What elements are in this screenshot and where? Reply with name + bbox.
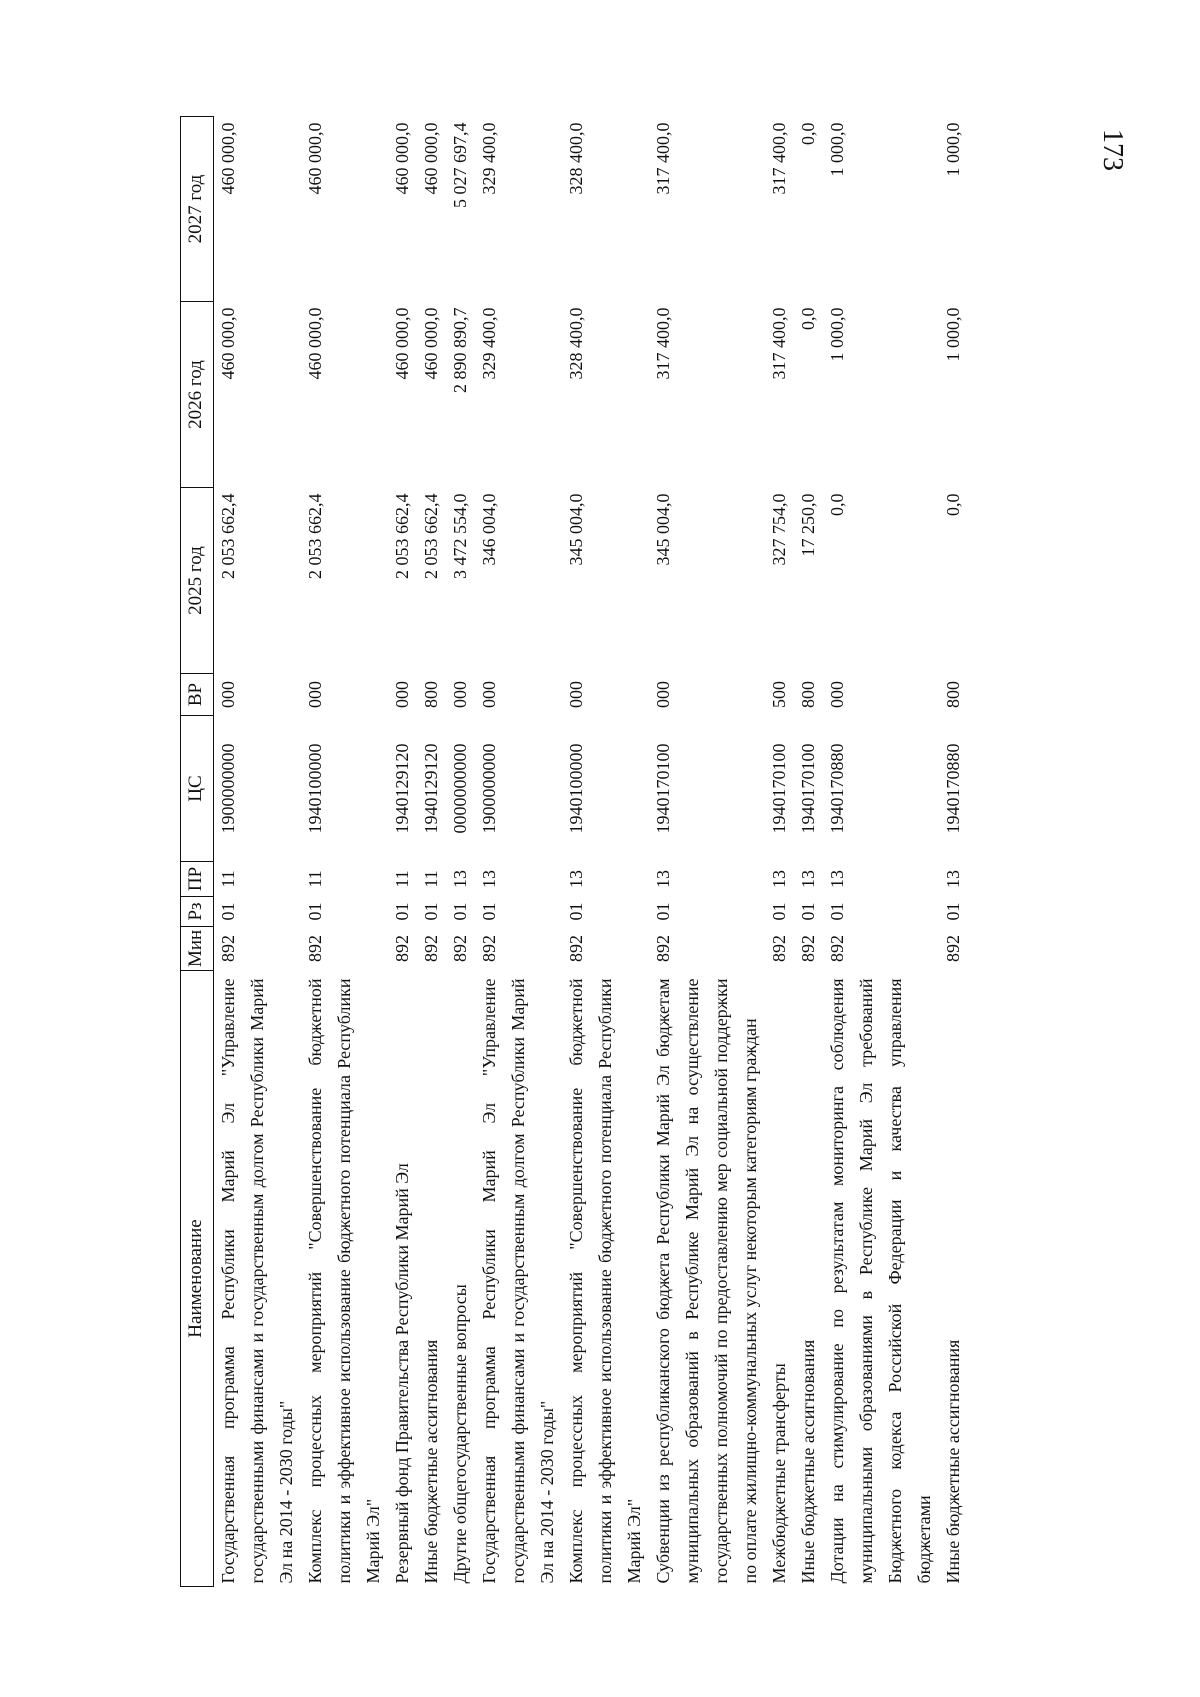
row-rz: 01 [305, 902, 325, 921]
row-vr: 000 [566, 681, 586, 708]
col-header-2027: 2027 год [181, 117, 214, 302]
budget-table-container [180, 117, 963, 1587]
row-pr: 11 [392, 870, 412, 888]
row-pr: 13 [943, 870, 963, 888]
row-value-2027: 460 000,0 [392, 122, 412, 195]
row-pr: 13 [827, 870, 847, 888]
table-row [417, 117, 446, 1587]
row-value-2027: 460 000,0 [305, 122, 325, 195]
row-value-2026: 317 400,0 [769, 307, 789, 380]
row-rz: 01 [479, 902, 499, 921]
table-row [214, 117, 302, 1587]
row-pr: 13 [450, 870, 470, 888]
table-row [301, 117, 388, 1587]
row-value-2027: 329 400,0 [479, 122, 499, 195]
row-cs: 1940129120 [392, 743, 412, 834]
row-min: 892 [450, 935, 470, 962]
col-header-name: Наименование [181, 971, 214, 1587]
row-value-2026: 2 890 890,7 [450, 307, 470, 393]
row-cs: 1940129120 [421, 743, 441, 834]
row-name: Иные бюджетные ассигнования [798, 1339, 818, 1584]
row-name: Комплекс процессных мероприятий "Совершенствование бюджетной политики и эффективное использование бюджетного потенциала Республики Марий Эл" [566, 978, 644, 1584]
table-row [794, 117, 823, 1587]
row-pr: 13 [653, 870, 673, 888]
table-row [475, 117, 562, 1587]
row-min: 892 [653, 935, 673, 962]
row-value-2027: 328 400,0 [566, 122, 586, 195]
row-name: Дотации на стимулирование по результатам мониторинга соблюдения муниципальными образованиями в Республике Марий Эл требований Бюджетного кодекса Российской Федерации и качества управления бюджетами [827, 978, 934, 1584]
col-header-2026: 2026 год [181, 302, 214, 488]
row-name: Межбюджетные трансферты [769, 1363, 789, 1584]
row-min: 892 [798, 935, 818, 962]
row-value-2027: 460 000,0 [421, 122, 441, 195]
row-vr: 000 [479, 681, 499, 708]
col-header-vr: ВР [181, 674, 214, 716]
row-value-2027: 5 027 697,4 [450, 122, 470, 208]
row-name: Иные бюджетные ассигнования [943, 1339, 963, 1584]
row-cs: 0000000000 [450, 743, 470, 834]
row-min: 892 [305, 935, 325, 962]
row-value-2025: 346 004,0 [479, 493, 499, 566]
row-rz: 01 [798, 902, 818, 921]
row-cs: 1940170100 [653, 743, 673, 834]
row-vr: 000 [827, 681, 847, 708]
row-min: 892 [769, 935, 789, 962]
row-rz: 01 [392, 902, 412, 921]
row-name: Субвенции из республиканского бюджета Республики Марий Эл бюджетам муниципальных образований в Республике Марий Эл на осуществление государственных полномочий по предоставлению мер социальной поддержки по оплате жилищно-коммунальных услуг некоторым категориям граждан [653, 978, 760, 1584]
table-row [765, 117, 794, 1587]
table-row [649, 117, 765, 1587]
col-header-2025: 2025 год [181, 488, 214, 674]
row-value-2026: 460 000,0 [305, 307, 325, 380]
table-row [388, 117, 417, 1587]
row-pr: 13 [769, 870, 789, 888]
row-value-2027: 317 400,0 [653, 122, 673, 195]
row-value-2026: 1 000,0 [943, 307, 963, 362]
row-value-2026: 460 000,0 [218, 307, 238, 380]
row-value-2025: 327 754,0 [769, 493, 789, 566]
row-value-2025: 345 004,0 [653, 493, 673, 566]
row-name: Государственная программа Республики Марий Эл "Управление государственными финансами и государственным долгом Республики Марий Эл на 2014 - 2030 годы" [218, 978, 296, 1584]
row-min: 892 [218, 935, 238, 962]
row-min: 892 [827, 935, 847, 962]
row-value-2026: 328 400,0 [566, 307, 586, 380]
row-value-2025: 0,0 [943, 493, 963, 516]
row-vr: 500 [769, 681, 789, 708]
table-row [939, 117, 972, 1587]
row-vr: 000 [450, 681, 470, 708]
row-vr: 800 [943, 681, 963, 708]
row-pr: 13 [566, 870, 586, 888]
row-value-2027: 1 000,0 [943, 122, 963, 177]
row-value-2027: 0,0 [798, 122, 818, 145]
row-cs: 1940170100 [769, 743, 789, 834]
table-row [562, 117, 649, 1587]
row-rz: 01 [653, 902, 673, 921]
col-header-min: Мин [181, 927, 214, 971]
row-value-2026: 0,0 [798, 307, 818, 330]
row-pr: 11 [218, 870, 238, 888]
row-value-2025: 17 250,0 [798, 493, 818, 557]
table-row [446, 117, 475, 1587]
row-cs: 1940170880 [943, 743, 963, 834]
row-rz: 01 [566, 902, 586, 921]
row-vr: 000 [392, 681, 412, 708]
row-value-2025: 2 053 662,4 [392, 493, 412, 579]
row-name: Иные бюджетные ассигнования [421, 1339, 441, 1584]
row-value-2026: 317 400,0 [653, 307, 673, 380]
row-value-2025: 3 472 554,0 [450, 493, 470, 579]
row-min: 892 [479, 935, 499, 962]
row-cs: 1940100000 [566, 743, 586, 834]
row-rz: 01 [769, 902, 789, 921]
col-header-rz: Рз [181, 897, 214, 927]
row-vr: 800 [798, 681, 818, 708]
page-number: 173 [1097, 129, 1128, 171]
row-cs: 1940100000 [305, 743, 325, 834]
row-rz: 01 [421, 902, 441, 921]
col-header-pr: ПР [181, 862, 214, 897]
row-name: Государственная программа Республики Марий Эл "Управление государственными финансами и государственным долгом Республики Марий Эл на 2014 - 2030 годы" [479, 978, 557, 1584]
row-cs: 1900000000 [479, 743, 499, 834]
row-value-2027: 317 400,0 [769, 122, 789, 195]
row-cs: 1900000000 [218, 743, 238, 834]
row-min: 892 [421, 935, 441, 962]
row-value-2025: 0,0 [827, 493, 847, 516]
row-value-2025: 2 053 662,4 [305, 493, 325, 579]
col-header-cs: ЦС [181, 716, 214, 862]
row-min: 892 [566, 935, 586, 962]
row-name: Комплекс процессных мероприятий "Совершенствование бюджетной политики и эффективное использование бюджетного потенциала Республики Марий Эл" [305, 978, 383, 1584]
budget-table [180, 116, 972, 1587]
row-rz: 01 [218, 902, 238, 921]
row-rz: 01 [943, 902, 963, 921]
row-pr: 11 [421, 870, 441, 888]
row-value-2026: 329 400,0 [479, 307, 499, 380]
row-pr: 13 [798, 870, 818, 888]
row-vr: 000 [305, 681, 325, 708]
row-value-2027: 460 000,0 [218, 122, 238, 195]
row-min: 892 [943, 935, 963, 962]
table-row [823, 117, 939, 1587]
table-body [214, 117, 973, 1587]
row-value-2025: 2 053 662,4 [218, 493, 238, 579]
row-value-2026: 1 000,0 [827, 307, 847, 362]
row-name: Резервный фонд Правительства Республики Марий Эл [392, 1163, 412, 1584]
row-vr: 000 [653, 681, 673, 708]
table-header-row [181, 117, 214, 1587]
row-rz: 01 [450, 902, 470, 921]
row-pr: 11 [305, 870, 325, 888]
row-value-2026: 460 000,0 [392, 307, 412, 380]
row-pr: 13 [479, 870, 499, 888]
row-value-2026: 460 000,0 [421, 307, 441, 380]
row-min: 892 [392, 935, 412, 962]
row-vr: 800 [421, 681, 441, 708]
row-value-2025: 2 053 662,4 [421, 493, 441, 579]
row-cs: 1940170880 [827, 743, 847, 834]
row-rz: 01 [827, 902, 847, 921]
row-cs: 1940170100 [798, 743, 818, 834]
row-name: Другие общегосударственные вопросы [450, 1284, 470, 1584]
row-value-2027: 1 000,0 [827, 122, 847, 177]
row-vr: 000 [218, 681, 238, 708]
row-value-2025: 345 004,0 [566, 493, 586, 566]
